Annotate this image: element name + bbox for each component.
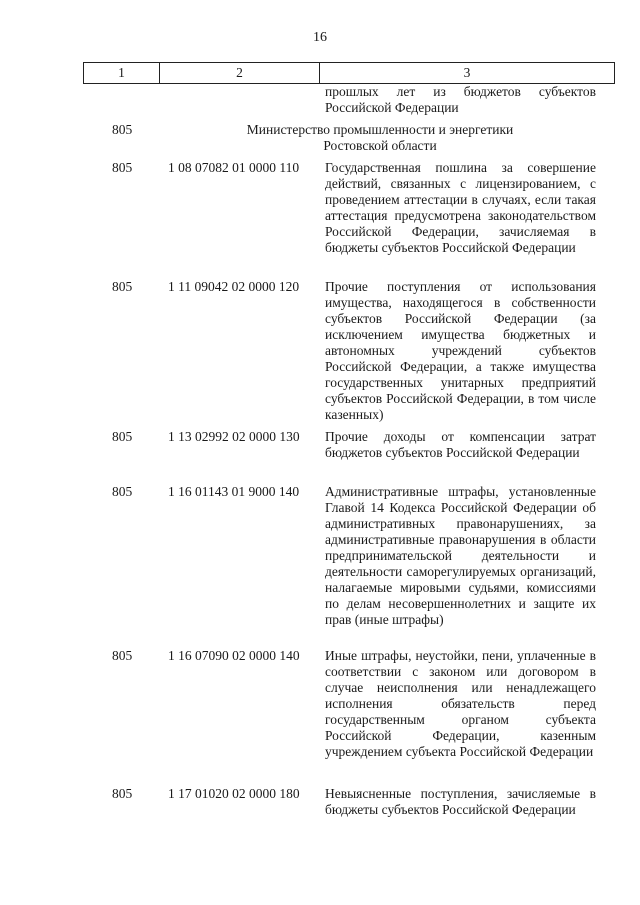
- row-kbk-code: 1 16 01143 01 9000 140: [168, 484, 300, 499]
- header-col-3: 3: [463, 65, 471, 80]
- row-admin-code: 805: [112, 279, 133, 294]
- row-kbk-code: 1 13 02992 02 0000 130: [168, 429, 300, 444]
- row-admin-code: 805: [112, 484, 133, 499]
- ministry-admin-code: 805: [112, 122, 133, 137]
- continuation-text: прошлых лет из бюджетов субъектов Российской Федерации: [325, 84, 596, 115]
- row-admin-code: 805: [112, 786, 133, 801]
- row-description: Прочие поступления от использования имущества, находящегося в собственности субъектов Российской Федерации (за исключением имущества бюджетных и автономных учреждений субъектов Российской Федерации, а также имущества государственных унитарных предприятий субъектов Российской Федерации, в том числе казенных): [325, 279, 596, 422]
- row-admin-code: 805: [112, 160, 133, 175]
- row-description: Иные штрафы, неустойки, пени, уплаченные в соответствии с законом или договором в случае неисполнения или ненадлежащего исполнения обязательств перед государственным органом субъекта Российской Федерации, казенным учреждением субъекта Российской Федерации: [325, 648, 596, 759]
- row-kbk-code: 1 11 09042 02 0000 120: [168, 279, 300, 294]
- table-header: [83, 62, 615, 84]
- row-kbk-code: 1 08 07082 01 0000 110: [168, 160, 300, 175]
- row-description: Невыясненные поступления, зачисляемые в бюджеты субъектов Российской Федерации: [325, 786, 596, 817]
- row-admin-code: 805: [112, 429, 133, 444]
- header-col-2: 2: [160, 63, 320, 83]
- page-number: 16: [313, 30, 327, 45]
- row-description: Прочие доходы от компенсации затрат бюджетов субъектов Российской Федерации: [325, 429, 596, 460]
- row-admin-code: 805: [112, 648, 133, 663]
- row-description: Государственная пошлина за совершение действий, связанных с лицензированием, с проведением аттестации в случаях, если такая аттестация предусмотрена законодательством Российской Федерации, зачисляемая в бюджеты субъектов Российской Федерации: [325, 160, 596, 255]
- row-description: Административные штрафы, установленные Главой 14 Кодекса Российской Федерации об административных правонарушениях, за административные правонарушения в области предпринимательской деятельности и деятельности саморегулируемых организаций, налагаемые мировыми судьями, комиссиями по делам несовершеннолетних и защите их прав (иные штрафы): [325, 484, 596, 627]
- row-kbk-code: 1 16 07090 02 0000 140: [168, 648, 300, 663]
- header-col-1: 1: [84, 63, 160, 83]
- row-kbk-code: 1 17 01020 02 0000 180: [168, 786, 300, 801]
- ministry-name: Министерство промышленности и энергетики Ростовской области: [246, 122, 514, 153]
